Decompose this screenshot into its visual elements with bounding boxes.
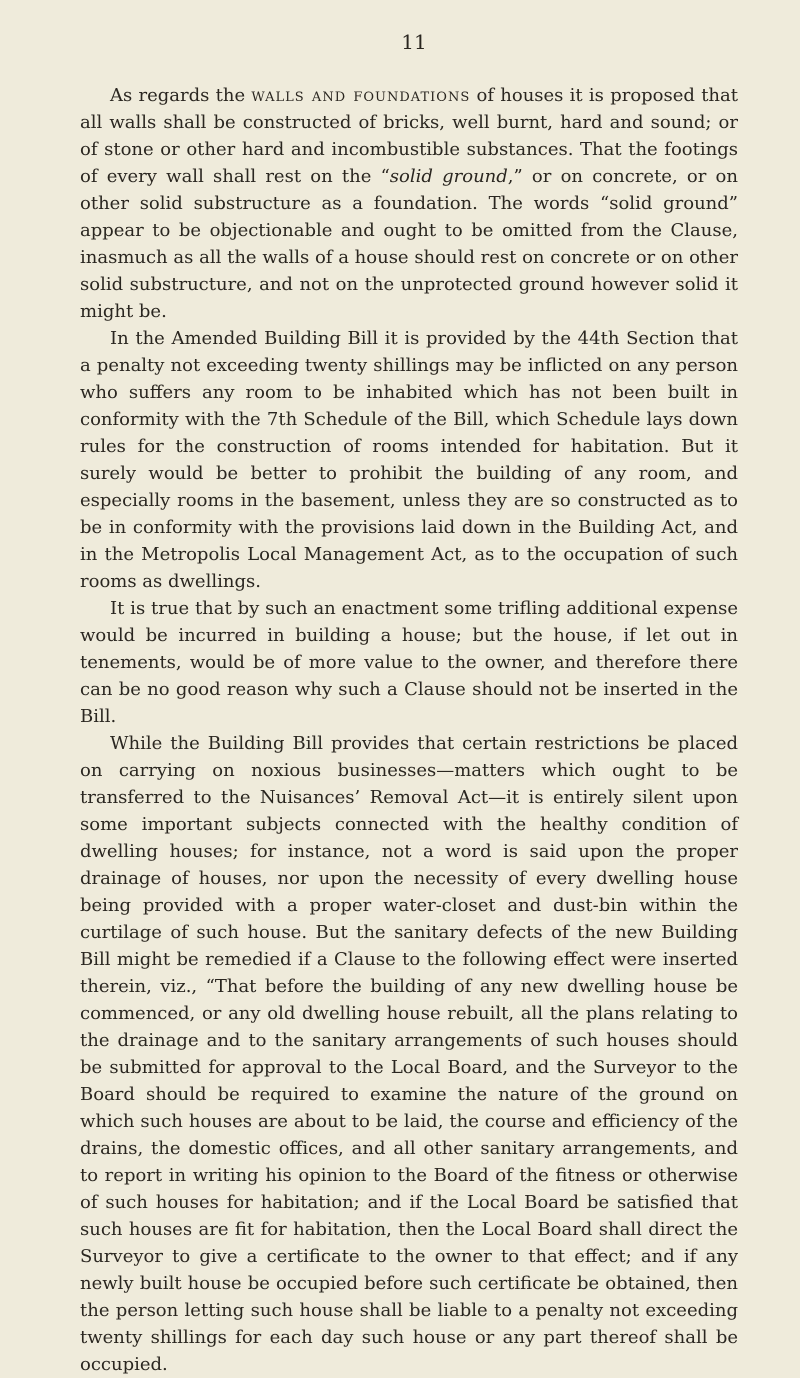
paragraph-text: ,” or on concrete, or on other solid substructure as a foundation. The words “solid ground” appear to be objectionable and ought to be omitted from the Clause, inasmuch as all the walls of a house should rest on concrete or on other solid substructure, and not on the unprotected ground however solid it might be. (80, 166, 738, 322)
paragraph-sanitary-defects: While the Building Bill provides that certain restrictions be placed on carrying on noxious businesses—matters which ought to be transferred to the Nuisances’ Removal Act—it is entirely silent upon some important subjects connected with the healthy condition of dwelling houses; for instance, not a word is said upon the proper drainage of houses, nor upon the necessity of every dwelling house being provided with a proper water-closet and dust-bin within the curtilage of such house. But the sanitary defects of the new Building Bill might be remedied if a Clause to the following effect were inserted therein, viz., “That before the building of any new dwelling house be commenced, or any old dwelling house rebuilt, all the plans relating to the drainage and to the sanitary arrangements of such houses should be submitted for approval to the Local Board, and the Surveyor to the Board should be required to examine the nature of the ground on which such houses are about to be laid, the course and efficiency of the drains, the domestic offices, and all other sanitary arrangements, and to report in writing his opinion to the Board of the fitness or otherwise of such houses for habitation; and if the Local Board be satisfied that such houses are fit for habitation, then the Local Board shall direct the Surveyor to give a certificate to the owner to that effect; and if any newly built house be occupied before such certificate be obtained, then the person letting such house shall be liable to a penalty not exceeding twenty shillings for each day such house or any part thereof shall be occupied. (80, 733, 738, 1375)
page-number: 11 (401, 30, 427, 54)
paragraph-additional-expense: It is true that by such an enactment some trifling additional expense would be incurred in building a house; but the house, if let out in tenements, would be of more value to the owner, and therefore there can be no good reason why such a Clause should not be inserted in the Bill. (80, 598, 738, 727)
paragraph-lead: As regards the (110, 85, 252, 106)
paragraph-walls-foundations (80, 82, 738, 325)
body-text (80, 82, 738, 1378)
paragraph-amended-building-bill: In the Amended Building Bill it is provided by the 44th Section that a penalty not exceeding twenty shillings may be inflicted on any person who suffers any room to be inhabited which has not been built in conformity with the 7th Schedule of the Bill, which Schedule lays down rules for the construction of rooms intended for habitation. But it surely would be better to prohibit the building of any room, and especially rooms in the basement, unless they are so constructed as to be in conformity with the provisions laid down in the Building Act, and in the Metropolis Local Management Act, as to the occupation of such rooms as dwellings. (80, 328, 738, 592)
paragraph-text: of houses it is proposed that all walls shall be constructed of bricks, well burnt, hard and sound; or of stone or other hard and incombustible substances. That the footings of every wall shall rest on the “ (80, 85, 738, 187)
walls-foundations-heading: walls and foundations (251, 85, 471, 106)
solid-ground-italic: solid ground (389, 166, 508, 187)
